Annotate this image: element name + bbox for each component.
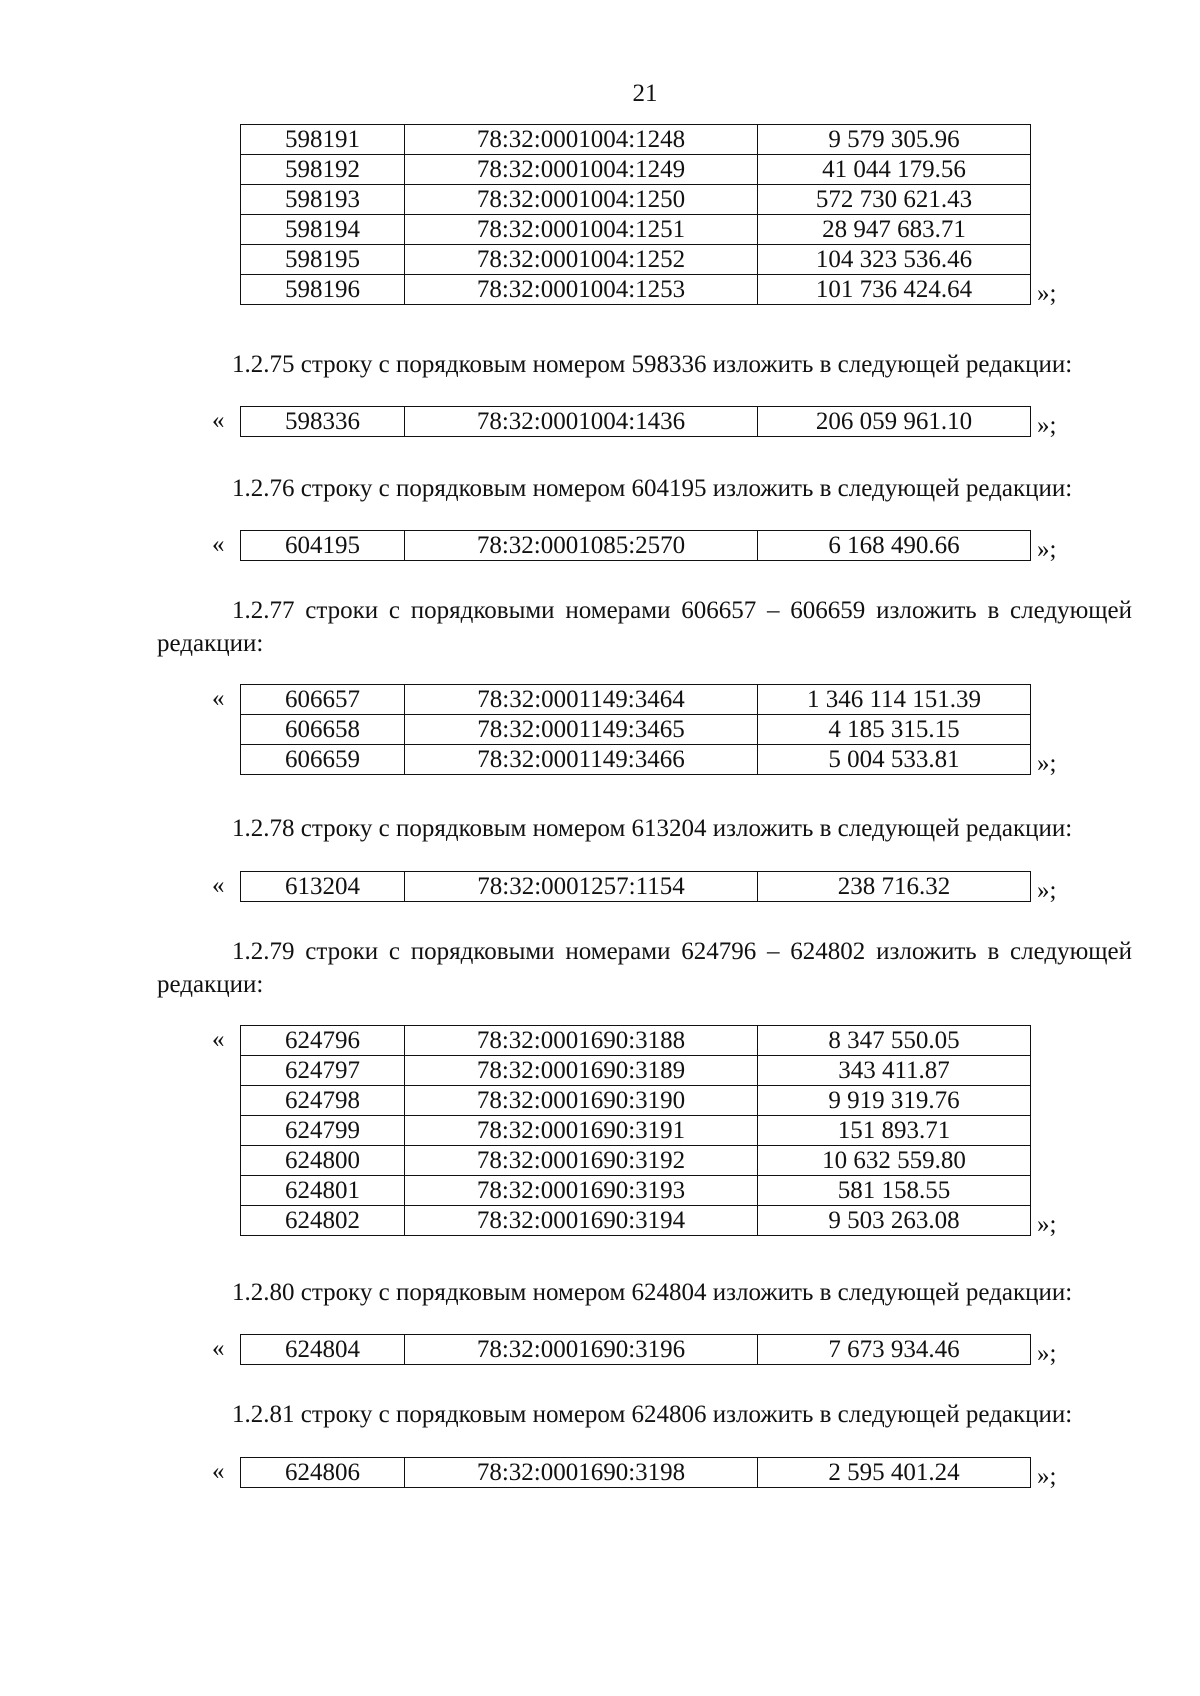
cadastral-number-cell: 78:32:0001690:3188 — [405, 1026, 758, 1056]
value-cell: 5 004 533.81 — [758, 745, 1031, 775]
table-block-624806 — [212, 1457, 1057, 1490]
cadastral-number-cell: 78:32:0001004:1436 — [405, 407, 758, 437]
table-row — [241, 1176, 1031, 1206]
table-block-624796 — [212, 1025, 1057, 1238]
paragraph-1-2-75: 1.2.75 строку с порядковым номером 598336 изложить в следующей редакции: — [232, 351, 1073, 378]
opening-quote: « — [212, 1335, 225, 1362]
table-row — [241, 407, 1031, 437]
closing-quote: »; — [1037, 877, 1057, 904]
value-cell: 6 168 490.66 — [758, 531, 1031, 561]
paragraph-1-2-80: 1.2.80 строку с порядковым номером 624804 изложить в следующей редакции: — [232, 1279, 1073, 1306]
paragraph-line: 1.2.77 строки с порядковыми номерами 606657 – 606659 изложить в следующей — [232, 597, 1132, 624]
cadastral-number-cell: 78:32:0001004:1248 — [405, 125, 758, 155]
table-row — [241, 275, 1031, 305]
cadastral-number-cell: 78:32:0001085:2570 — [405, 531, 758, 561]
value-cell: 151 893.71 — [758, 1116, 1031, 1146]
cadastral-number-cell: 78:32:0001004:1252 — [405, 245, 758, 275]
table-row — [241, 531, 1031, 561]
row-number-cell: 598191 — [241, 125, 405, 155]
closing-quote: »; — [1037, 412, 1057, 439]
row-number-cell: 624796 — [241, 1026, 405, 1056]
table-row — [241, 215, 1031, 245]
row-number-cell: 598336 — [241, 407, 405, 437]
value-cell: 572 730 621.43 — [758, 185, 1031, 215]
table-block-624804 — [212, 1334, 1057, 1367]
cadastral-number-cell: 78:32:0001690:3198 — [405, 1458, 758, 1488]
value-cell: 343 411.87 — [758, 1056, 1031, 1086]
row-number-cell: 598192 — [241, 155, 405, 185]
table-row — [241, 715, 1031, 745]
registry-table — [240, 1334, 1031, 1365]
value-cell: 28 947 683.71 — [758, 215, 1031, 245]
row-number-cell: 606659 — [241, 745, 405, 775]
row-number-cell: 598195 — [241, 245, 405, 275]
row-number-cell: 624806 — [241, 1458, 405, 1488]
opening-quote: « — [212, 872, 225, 899]
table-row — [241, 1116, 1031, 1146]
registry-table — [240, 406, 1031, 437]
paragraph-line: редакции: — [157, 971, 264, 998]
closing-quote: »; — [1037, 750, 1057, 777]
table-row — [241, 1026, 1031, 1056]
cadastral-number-cell: 78:32:0001690:3191 — [405, 1116, 758, 1146]
value-cell: 1 346 114 151.39 — [758, 685, 1031, 715]
table-block-604195 — [212, 530, 1057, 563]
row-number-cell: 624798 — [241, 1086, 405, 1116]
paragraph-line: редакции: — [157, 630, 264, 657]
paragraph-1-2-77 — [157, 594, 1132, 660]
cadastral-number-cell: 78:32:0001690:3193 — [405, 1176, 758, 1206]
table-row — [241, 1056, 1031, 1086]
opening-quote: « — [212, 407, 225, 434]
table-row — [241, 185, 1031, 215]
table-row — [241, 745, 1031, 775]
table-row — [241, 1458, 1031, 1488]
value-cell: 9 919 319.76 — [758, 1086, 1031, 1116]
cadastral-number-cell: 78:32:0001004:1249 — [405, 155, 758, 185]
table-block-598336 — [212, 406, 1057, 439]
cadastral-number-cell: 78:32:0001004:1253 — [405, 275, 758, 305]
value-cell: 8 347 550.05 — [758, 1026, 1031, 1056]
value-cell: 7 673 934.46 — [758, 1335, 1031, 1365]
cadastral-number-cell: 78:32:0001690:3194 — [405, 1206, 758, 1236]
registry-table — [240, 684, 1031, 775]
closing-quote: »; — [1037, 1463, 1057, 1490]
closing-quote: »; — [1037, 536, 1057, 563]
opening-quote: « — [212, 531, 225, 558]
value-cell: 581 158.55 — [758, 1176, 1031, 1206]
cadastral-number-cell: 78:32:0001690:3189 — [405, 1056, 758, 1086]
cadastral-number-cell: 78:32:0001690:3196 — [405, 1335, 758, 1365]
closing-quote: »; — [1037, 1340, 1057, 1367]
value-cell: 9 503 263.08 — [758, 1206, 1031, 1236]
row-number-cell: 624802 — [241, 1206, 405, 1236]
registry-table — [240, 1025, 1031, 1236]
row-number-cell: 606657 — [241, 685, 405, 715]
row-number-cell: 606658 — [241, 715, 405, 745]
value-cell: 2 595 401.24 — [758, 1458, 1031, 1488]
cadastral-number-cell: 78:32:0001690:3190 — [405, 1086, 758, 1116]
cadastral-number-cell: 78:32:0001149:3465 — [405, 715, 758, 745]
row-number-cell: 624800 — [241, 1146, 405, 1176]
cadastral-number-cell: 78:32:0001004:1251 — [405, 215, 758, 245]
table-row — [241, 685, 1031, 715]
value-cell: 9 579 305.96 — [758, 125, 1031, 155]
row-number-cell: 624804 — [241, 1335, 405, 1365]
table-row — [241, 1335, 1031, 1365]
opening-quote: « — [212, 1026, 225, 1053]
value-cell: 41 044 179.56 — [758, 155, 1031, 185]
value-cell: 238 716.32 — [758, 872, 1031, 902]
row-number-cell: 624799 — [241, 1116, 405, 1146]
value-cell: 10 632 559.80 — [758, 1146, 1031, 1176]
cadastral-number-cell: 78:32:0001004:1250 — [405, 185, 758, 215]
registry-table — [240, 871, 1031, 902]
opening-quote: « — [212, 685, 225, 712]
registry-table — [240, 530, 1031, 561]
row-number-cell: 604195 — [241, 531, 405, 561]
row-number-cell: 598194 — [241, 215, 405, 245]
row-number-cell: 624801 — [241, 1176, 405, 1206]
cadastral-number-cell: 78:32:0001149:3464 — [405, 685, 758, 715]
row-number-cell: 613204 — [241, 872, 405, 902]
table-block-613204 — [212, 871, 1057, 904]
table-row — [241, 245, 1031, 275]
cadastral-number-cell: 78:32:0001149:3466 — [405, 745, 758, 775]
value-cell: 101 736 424.64 — [758, 275, 1031, 305]
paragraph-line: 1.2.79 строки с порядковыми номерами 624796 – 624802 изложить в следующей — [232, 938, 1132, 965]
paragraph-1-2-78: 1.2.78 строку с порядковым номером 613204 изложить в следующей редакции: — [232, 815, 1073, 842]
row-number-cell: 624797 — [241, 1056, 405, 1086]
table-row — [241, 155, 1031, 185]
row-number-cell: 598193 — [241, 185, 405, 215]
registry-table — [240, 124, 1031, 305]
page-number: 21 — [632, 80, 658, 107]
table-row — [241, 1206, 1031, 1236]
registry-table — [240, 1457, 1031, 1488]
table-row — [241, 872, 1031, 902]
cadastral-number-cell: 78:32:0001690:3192 — [405, 1146, 758, 1176]
value-cell: 206 059 961.10 — [758, 407, 1031, 437]
value-cell: 4 185 315.15 — [758, 715, 1031, 745]
cadastral-number-cell: 78:32:0001257:1154 — [405, 872, 758, 902]
paragraph-1-2-79 — [157, 935, 1132, 1001]
paragraph-1-2-76: 1.2.76 строку с порядковым номером 604195 изложить в следующей редакции: — [232, 475, 1073, 502]
row-number-cell: 598196 — [241, 275, 405, 305]
table-row — [241, 1086, 1031, 1116]
table-block-606657 — [212, 684, 1057, 777]
table-row — [241, 1146, 1031, 1176]
value-cell: 104 323 536.46 — [758, 245, 1031, 275]
paragraph-1-2-81: 1.2.81 строку с порядковым номером 624806 изложить в следующей редакции: — [232, 1401, 1073, 1428]
table-row — [241, 125, 1031, 155]
table-block-598191 — [240, 124, 1057, 307]
opening-quote: « — [212, 1458, 225, 1485]
closing-quote: »; — [1037, 280, 1057, 307]
closing-quote: »; — [1037, 1211, 1057, 1238]
